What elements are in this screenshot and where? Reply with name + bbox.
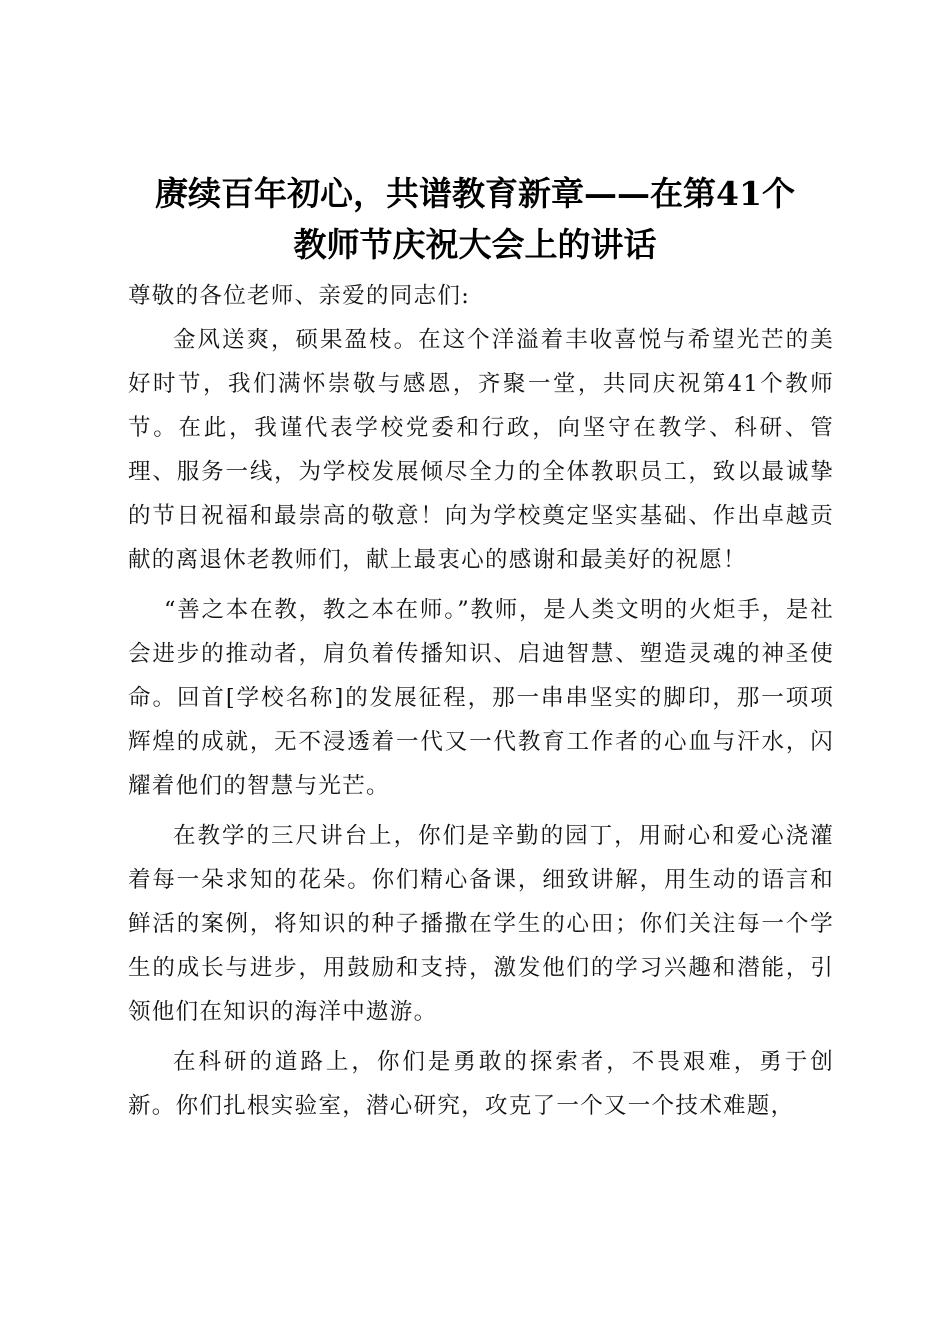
page-title bbox=[100, 168, 850, 270]
paragraph-1: 金风送爽，硕果盈枝。在这个洋溢着丰收喜悦与希望光芒的美好时节，我们满怀崇敬与感恩，齐聚一堂，共同庆祝第41个教师节。在此，我谨代表学校党委和行政，向坚守在教学、科研、管理、服务一线，为学校发展倾尽全力的全体教职员工，致以最诚挚的节日祝福和最崇高的敬意！向为学校奠定坚实基础、作出卓越贡献的离退休老教师们，献上最衷心的感谢和最美好的祝愿！ bbox=[128, 327, 834, 573]
speech-body bbox=[128, 274, 834, 1128]
title-line-1: 赓续百年初心，共谱教育新章——在第41个 bbox=[155, 174, 795, 213]
salutation: 尊敬的各位老师、亲爱的同志们: bbox=[128, 283, 471, 309]
paragraph-3: 在教学的三尺讲台上，你们是辛勤的园丁，用耐心和爱心浇灌着每一朵求知的花朵。你们精心备课，细致讲解，用生动的语言和鲜活的案例，将知识的种子播撒在学生的心田；你们关注每一个学生的成长与进步，用鼓励和支持，激发他们的学习兴趣和潜能，引领他们在知识的海洋中遨游。 bbox=[128, 823, 834, 1025]
title-line-2: 教师节庆祝大会上的讲话 bbox=[293, 225, 657, 264]
paragraph-4: 在科研的道路上，你们是勇敢的探索者，不畏艰难，勇于创新。你们扎根实验室，潜心研究，攻克了一个又一个技术难题， bbox=[128, 1049, 834, 1119]
paragraph-2: “善之本在教，教之本在师。”教师，是人类文明的火炬手，是社会进步的推动者，肩负着传播知识、启迪智慧、塑造灵魂的神圣使命。回首[学校名称]的发展征程，那一串串坚实的脚印，那一项项辉煌的成就，无不浸透着一代又一代教育工作者的心血与汗水，闪耀着他们的智慧与光芒。 bbox=[128, 597, 834, 799]
